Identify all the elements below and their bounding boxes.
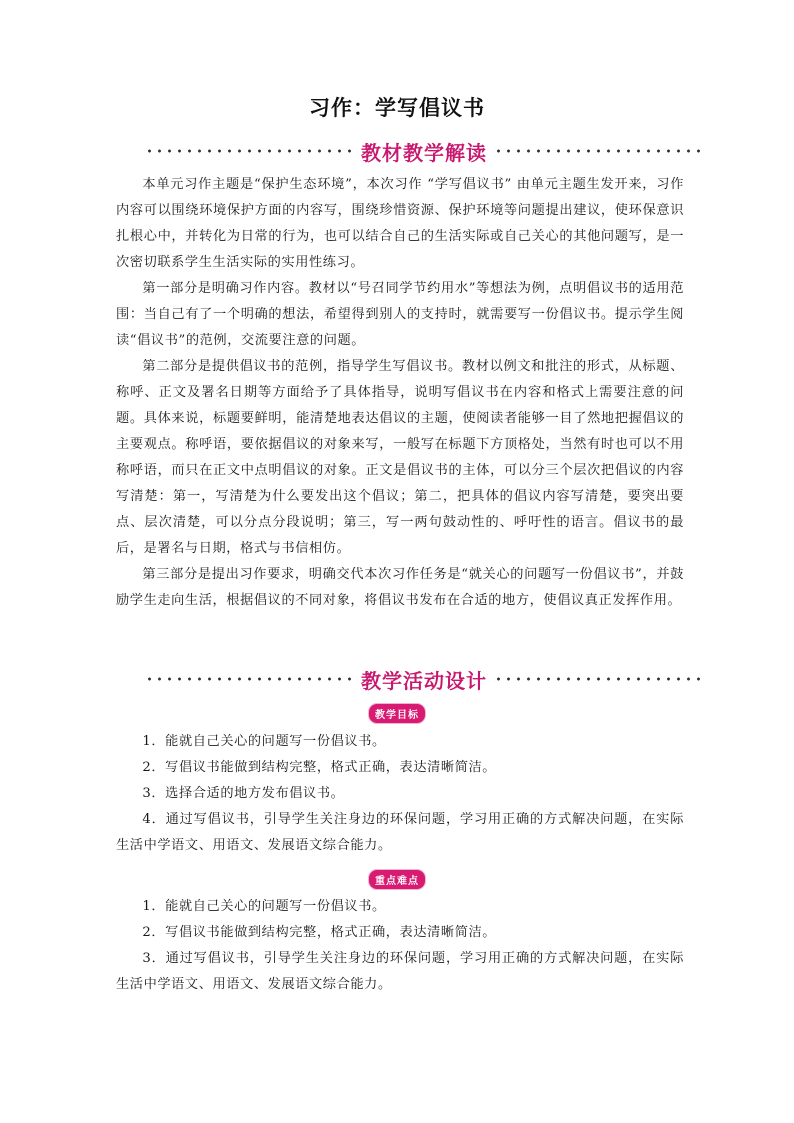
list-item: 1．能就自己关心的问题写一份倡议书。 <box>142 734 386 749</box>
list-item: 3．通过写倡议书，引导学生关注身边的环保问题，学习用正确的方式解决问题，在实际生活中学语文、用语文、发展语文综合能力。 <box>116 951 684 992</box>
paragraph: 本单元习作主题是“保护生态环境”，本次习作 “学写倡议书” 由单元主题生发开来，习作内容可以围绕环境保护方面的内容写，围绕珍惜资源、保护环境等问题提出建议，使环保意识扎根心中，并转化为日常的行为，也可以结合自己的生活实际或自己关心的其他问题写，是一次密切联系学生生活实际的实用性练习。 <box>116 177 684 270</box>
document-title: 习作：学写倡议书 <box>309 96 485 120</box>
list-item: 4．通过写倡议书，引导学生关注身边的环保问题，学习用正确的方式解决问题，在实际生活中学语文、用语文、发展语文综合能力。 <box>116 812 684 853</box>
paragraph: 第三部分是提出习作要求，明确交代本次习作任务是“就关心的问题写一份倡议书”，并鼓励学生走向生活，根据倡议的不同对象，将倡议书发布在合适的地方，使倡议真正发挥作用。 <box>116 567 684 608</box>
dotted-divider-left <box>143 677 356 681</box>
list-item: 1．能就自己关心的问题写一份倡议书。 <box>142 899 386 914</box>
goals-badge: 教学目标 <box>369 704 425 723</box>
list-item: 3．选择合适的地方发布倡议书。 <box>142 786 345 801</box>
paragraph: 第一部分是明确习作内容。教材以“号召同学节约用水”等想法为例，点明倡议书的适用范围：当自己有了一个明确的想法，希望得到别人的支持时，就需要写一份倡议书。提示学生阅读“倡议书”的范例，交流要注意的问题。 <box>116 281 684 348</box>
section-title-reading: 教材教学解读 <box>361 140 487 165</box>
dotted-divider-right <box>492 677 705 681</box>
section-title-activity: 教学活动设计 <box>361 668 487 693</box>
dotted-divider-left <box>143 149 356 153</box>
section-header-reading <box>143 138 705 164</box>
section-header-activity <box>143 666 705 692</box>
key-points-list <box>116 894 684 998</box>
key-badge-wrap <box>0 869 794 889</box>
goals-badge-wrap <box>0 703 794 723</box>
goals-list <box>116 729 684 859</box>
paragraph: 第二部分是提供倡议书的范例，指导学生写倡议书。教材以例文和批注的形式，从标题、称呼、正文及署名日期等方面给予了具体指导，说明写倡议书在内容和格式上需要注意的问题。具体来说，标题要鲜明，能清楚地表达倡议的主题，使阅读者能够一目了然地把握倡议的主要观点。称呼语，要依据倡议的对象来写，一般写在标题下方顶格处，当然有时也可以不用称呼语，而只在正文中点明倡议的对象。正文是倡议书的主体，可以分三个层次把倡议的内容写清楚：第一，写清楚为什么要发出这个倡议；第二，把具体的倡议内容写清楚，要突出要点、层次清楚，可以分点分段说明；第三，写一两句鼓动性的、呼吁性的语言。倡议书的最后，是署名与日期，格式与书信相仿。 <box>116 359 684 556</box>
key-points-badge: 重点难点 <box>369 870 425 889</box>
reading-body <box>116 172 684 614</box>
list-item: 2．写倡议书能做到结构完整，格式正确，表达清晰简洁。 <box>142 760 497 775</box>
list-item: 2．写倡议书能做到结构完整，格式正确，表达清晰简洁。 <box>142 925 497 940</box>
dotted-divider-right <box>492 149 705 153</box>
